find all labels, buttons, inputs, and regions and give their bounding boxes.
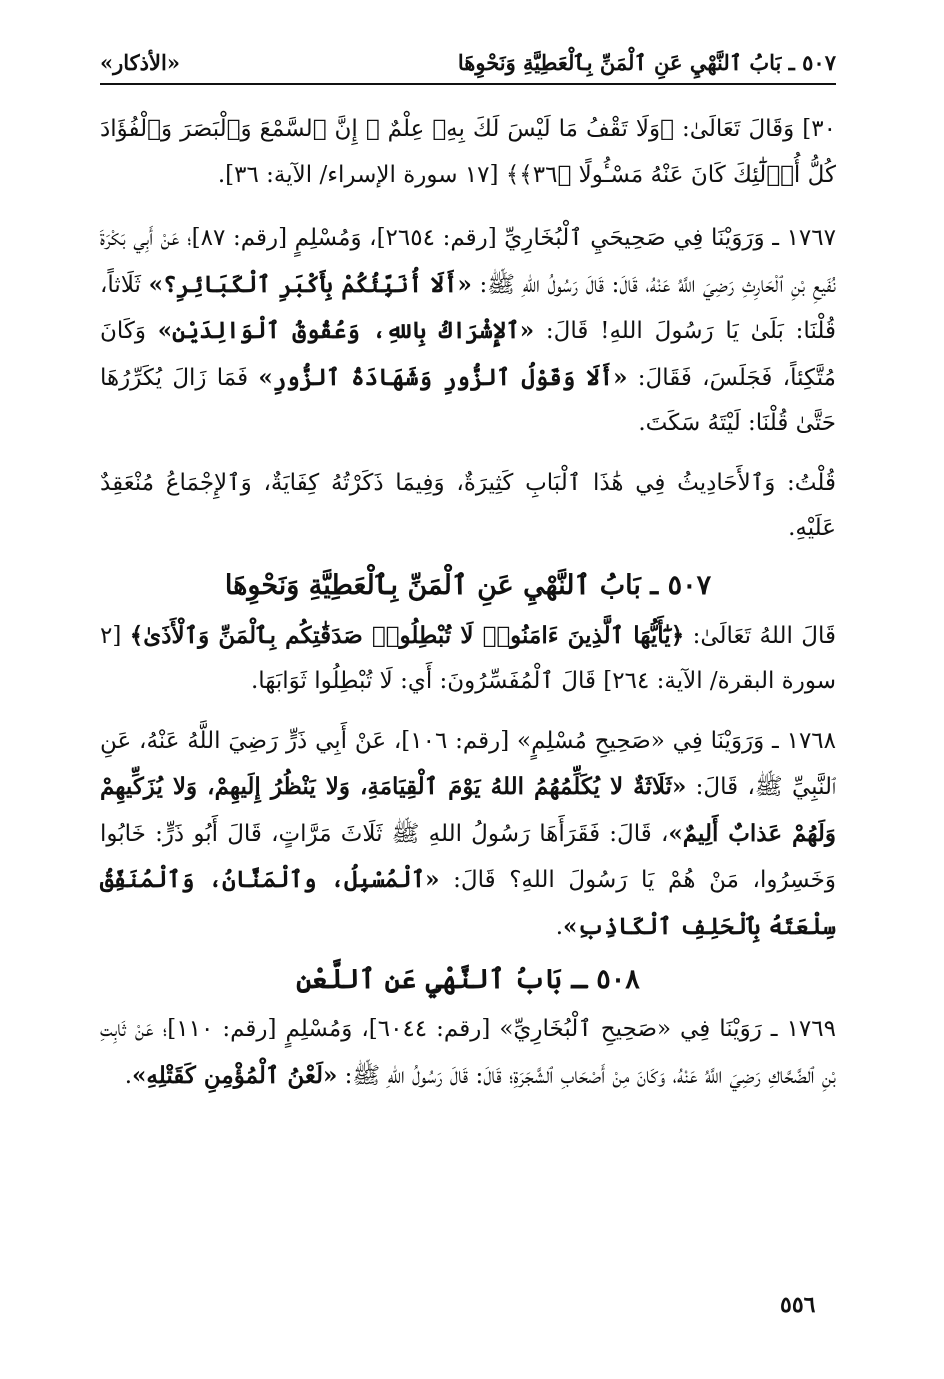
hadith-1768 bbox=[100, 719, 836, 951]
hadith-1769-quote: «لَعْنُ ٱلْمُؤْمِنِ كَقَتْلِهِ» bbox=[132, 1061, 338, 1089]
page-number: ٥٥٦ bbox=[780, 1292, 816, 1318]
hadith-1767-quote-3: «أَلَا وَقَوْلُ ٱلزُّورِ وَشَهَادَةُ ٱلزُّورِ» bbox=[258, 363, 628, 391]
hadith-1767-middle-1: ثَلَاثاً، قُلْنَا: بَلَىٰ يَا رَسُولَ اللهِ! قَالَ: bbox=[100, 271, 836, 344]
chapter-508-title: ٥٠٨ ـ بَابُ ٱلنَّهْيِ عَنِ ٱللَّعْنِ bbox=[296, 964, 640, 995]
hadith-1767 bbox=[100, 216, 836, 447]
hadith-1767-end: فَمَا زَالَ يُكَرِّرُهَا حَتَّىٰ قُلْنَا: لَيْتَهُ سَكَتَ. bbox=[100, 364, 836, 436]
hadith-1768-intro: ١٧٦٨ ـ وَرَوَيْنَا فِي «صَحِيحِ مُسْلِمٍ» [رقم: ١٠٦]، عَنْ أَبِي ذَرٍّ رَضِيَ اللَّهُ عَنْهُ، عَنِ ٱلنَّبِيِّ ﷺ، قَالَ: bbox=[100, 727, 837, 800]
running-header bbox=[100, 50, 836, 85]
hadith-1768-quote-1: «ثَلَاثَةٌ لا يُكَلِّمُهُمُ اللهُ يَوْمَ ٱلْقِيَامَةِ، وَلا يَنْظُرُ إِلَيهِمْ، وَلا يُزَكِّيهِمْ وَلَهُمْ عَذابٌ أَلِيمٌ» bbox=[100, 773, 836, 847]
hadith-1768-middle: ، قَالَ: فَقَرَأَهَا رَسُولُ اللهِ ﷺ ثَلَاثَ مَرَّاتٍ، قَالَ أَبُو ذَرٍّ: خَابُوا وَخَسِرُوا، مَنْ هُمْ يَا رَسُولَ اللهِ؟ قَالَ: bbox=[100, 820, 837, 893]
hadith-1767-quote-2: «ٱلإِشْرَاكُ بِاللهِ، وَعُقُوقُ ٱلْوَالِدَيْنِ» bbox=[157, 317, 535, 344]
hadith-1767-quote-1: «أَلَا أُنَبِّئُكُمْ بِأَكْبَرِ ٱلْكَبَائِرِ؟» bbox=[148, 270, 472, 298]
verse-paragraph-baqara bbox=[100, 613, 836, 705]
chapter-507-title: ٥٠٧ ـ بَابُ ٱلنَّهْيِ عَنِ ٱلْمَنِّ بِٱلْعَطِيَّةِ وَنَحْوِهَا bbox=[224, 569, 712, 601]
hadith-1769 bbox=[100, 1007, 836, 1099]
hadith-1769-end: . bbox=[124, 1062, 133, 1089]
hadith-1767-intro: ١٧٦٧ ـ وَرَوَيْنَا فِي صَحِيحَيِ ٱلْبُخَارِيِّ [رقم: ٢٦٥٤]، وَمُسْلِمٍ [رقم: ٨٧]؛ عَنْ أَبِي بَكْرَةَ نُفَيعِ بْنِ ٱلْحَارِثِ رَضِيَ اللَّهُ عَنْهُ، قَالَ: قَالَ رَسُولُ اللهِ ﷺ: bbox=[100, 225, 836, 298]
book-page bbox=[100, 50, 836, 1113]
running-header-section-title: ٥٠٧ ـ بَابُ ٱلنَّهْيِ عَنِ ٱلْمَنِّ بِٱلْعَطِيَّةِ وَنَحْوِهَا bbox=[457, 50, 836, 75]
verse-intro: قَالَ اللهُ تَعَالَىٰ: bbox=[684, 622, 836, 649]
verse-text: ﴿يَٰٓأَيُّهَا ٱلَّذِينَ ءَامَنُوا۟ لَا تُبْطِلُوا۟ صَدَقَٰتِكُم بِٱلْمَنِّ وَٱلْأَذَىٰ﴾ bbox=[129, 621, 685, 649]
verse-paragraph-isra: ٣٠] وَقَالَ تَعَالَىٰ: ﴿وَلَا تَقْفُ مَا لَيْسَ لَكَ بِهِۦ عِلْمٌ ۚ إِنَّ ٱلسَّمْعَ وَٱلْبَصَرَ وَٱلْفُؤَادَ كُلُّ أُو۟لَٰٓئِكَ كَانَ عَنْهُ مَسْـُٔولًا ﴿٣٦﴾﴾ [١٧ سورة الإسراء/ الآية: ٣٦]. bbox=[100, 116, 836, 188]
hadith-1768-end: . bbox=[555, 913, 564, 940]
hadith-1768-quote-2: «ٱلْمُسْبِلُ، وٱلْمَنَّانُ، وَٱلْمُنَفِّقُ سِلْعَتَهُ بِٱلْحَلِفِ ٱلْكَاذِبِ» bbox=[100, 866, 836, 940]
author-note-paragraph: قُلْتُ: وَٱلأَحَادِيثُ فِي هَٰذَا ٱلْبَابِ كَثِيرَةٌ، وَفِيمَا ذَكَرْتُهُ كِفَايَةٌ، وَٱلإِجْمَاعُ مُنْعَقِدٌ عَلَيْهِ. bbox=[100, 469, 836, 541]
verse-reference: [٢ سورة البقرة/ الآية: ٢٦٤] قَالَ ٱلْمُفَسِّرُونَ: أَي: لَا تُبْطِلُوا ثَوَابَهَا. bbox=[100, 622, 836, 694]
hadith-1767-middle-2: وَكَانَ مُتَّكِئاً، فَجَلَسَ، فَقَالَ: bbox=[100, 318, 836, 391]
running-header-book-title: «الأذكار» bbox=[100, 50, 180, 75]
hadith-1769-intro: ١٧٦٩ ـ رَوَيْنَا فِي «صَحِيحِ ٱلْبُخَارِيِّ» [رقم: ٦٠٤٤]، وَمُسْلِمٍ [رقم: ١١٠]؛ عَنْ ثَابِتِ بْنِ ٱلضَّحَّاكِ رَضِيَ اللَّهُ عَنْهُ، وَكَانَ مِنْ أَصْحَابِ ٱلشَّجَرَةِ؛ قَالَ: قَالَ رَسُولُ اللهِ ﷺ: bbox=[100, 1016, 836, 1089]
